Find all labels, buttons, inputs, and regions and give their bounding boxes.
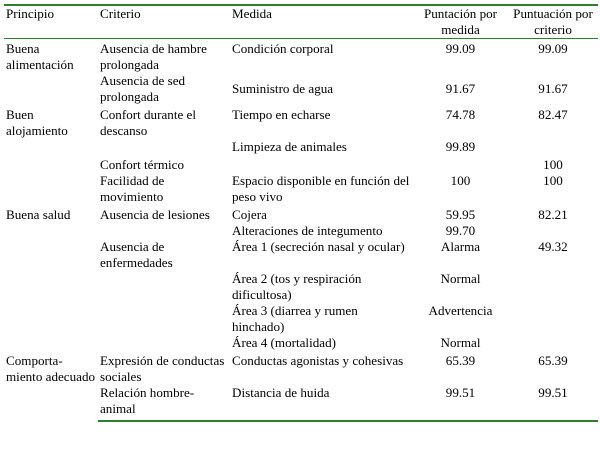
table-row <box>4 173 598 205</box>
cell-criterio: Confort térmico <box>100 157 184 172</box>
table-row <box>4 105 598 139</box>
header-principio: Principio <box>4 5 98 39</box>
cell-medida: Área 1 (secreción nasal y ocular) <box>232 239 405 254</box>
table-row <box>4 139 598 155</box>
header-puntuacion-criterio: Puntuación por criterio <box>508 5 598 39</box>
header-criterio: Criterio <box>98 5 230 39</box>
table-header <box>4 5 598 39</box>
cell-criterio: Relación hombre-animal <box>98 385 230 421</box>
cell-criterio: Ausencia de sed prolongada <box>100 73 186 104</box>
table-row <box>4 73 598 105</box>
cell-puntuacion-criterio: 65.39 <box>538 353 568 368</box>
cell-puntuacion-medida: 74.78 <box>445 107 476 122</box>
cell-puntuacion-medida: 99.09 <box>445 41 476 56</box>
cell-principio: Buena alimentación <box>6 41 74 72</box>
cell-principio <box>4 155 98 173</box>
table-row <box>4 303 598 335</box>
cell-puntuacion-criterio: 100 <box>543 157 563 172</box>
table-row <box>4 223 598 239</box>
cell-medida: Conductas agonistas y cohesivas <box>232 353 404 368</box>
cell-criterio: Facilidad de movimiento <box>100 173 165 204</box>
cell-principio <box>4 335 98 351</box>
cell-medida: Limpieza de animales <box>232 139 347 154</box>
cell-principio <box>4 173 98 205</box>
cell-principio <box>4 271 98 303</box>
cell-medida: Área 2 (tos y respiración dificultosa) <box>232 271 362 302</box>
cell-puntuacion-medida: Alarma <box>440 239 481 254</box>
cell-principio <box>4 139 98 155</box>
cell-puntuacion-criterio: 99.09 <box>538 41 568 56</box>
cell-principio: Buena salud <box>6 207 71 222</box>
table-body <box>4 39 598 422</box>
cell-puntuacion-medida: 100 <box>450 173 471 188</box>
cell-puntuacion-medida <box>413 155 508 173</box>
cell-puntuacion-medida: 99.51 <box>413 385 508 421</box>
cell-criterio: Expresión de conductas sociales <box>100 353 225 384</box>
cell-medida: Espacio disponible en función del peso vivo <box>232 173 410 204</box>
table-row <box>4 335 598 351</box>
cell-puntuacion-criterio <box>508 335 598 351</box>
cell-puntuacion-criterio: 91.67 <box>538 81 568 96</box>
cell-puntuacion-medida: Normal <box>440 335 481 350</box>
cell-puntuacion-criterio <box>508 271 598 303</box>
cell-medida: Alteraciones de integumento <box>232 223 383 238</box>
cell-medida <box>230 155 413 173</box>
cell-principio <box>4 223 98 239</box>
cell-puntuacion-criterio <box>508 139 598 155</box>
table-row <box>4 239 598 271</box>
cell-puntuacion-medida: 65.39 <box>445 353 476 368</box>
cell-principio <box>4 239 98 271</box>
cell-medida: Condición corporal <box>232 41 334 56</box>
cell-criterio: Ausencia de lesiones <box>100 207 210 222</box>
cell-puntuacion-criterio <box>508 303 598 335</box>
cell-medida: Cojera <box>232 207 267 222</box>
cell-principio: Buen alojamiento <box>6 107 68 138</box>
cell-puntuacion-medida: Normal <box>440 271 481 286</box>
cell-criterio: Ausencia de enfermedades <box>100 239 173 270</box>
cell-principio <box>4 303 98 335</box>
cell-criterio <box>98 335 230 351</box>
cell-criterio: Ausencia de hambre prolongada <box>100 41 207 72</box>
cell-puntuacion-criterio: 49.32 <box>538 239 568 254</box>
cell-medida: Área 3 (diarrea y rumen hinchado) <box>232 303 358 334</box>
cell-puntuacion-medida: 99.89 <box>445 139 476 154</box>
cell-criterio <box>98 271 230 303</box>
cell-puntuacion-criterio: 100 <box>543 173 563 188</box>
cell-medida: Área 4 (mortalidad) <box>232 335 336 350</box>
table-row <box>4 155 598 173</box>
cell-principio <box>4 73 98 105</box>
cell-medida: Distancia de huida <box>230 385 413 421</box>
table-row <box>4 39 598 74</box>
cell-puntuacion-medida: Advertencia <box>428 303 493 318</box>
cell-puntuacion-criterio: 82.47 <box>538 107 568 122</box>
table-row <box>4 205 598 223</box>
header-puntuacion-medida: Puntación por medida <box>413 5 508 39</box>
cell-puntuacion-medida: 91.67 <box>445 81 476 96</box>
welfare-table <box>4 4 598 422</box>
cell-medida: Suministro de agua <box>232 81 334 96</box>
cell-puntuacion-criterio: 99.51 <box>508 385 598 421</box>
cell-medida: Tiempo en echarse <box>232 107 331 122</box>
cell-puntuacion-criterio: 82.21 <box>538 207 568 222</box>
cell-puntuacion-criterio <box>508 223 598 239</box>
header-medida: Medida <box>230 5 413 39</box>
cell-criterio <box>98 303 230 335</box>
cell-criterio <box>98 223 230 239</box>
cell-principio: Comporta-miento adecuado <box>6 353 96 384</box>
cell-criterio: Confort durante el descanso <box>100 107 196 138</box>
cell-puntuacion-medida: 59.95 <box>445 207 476 222</box>
cell-puntuacion-medida: 99.70 <box>445 223 476 238</box>
table-row <box>4 351 598 385</box>
table-row <box>4 271 598 303</box>
